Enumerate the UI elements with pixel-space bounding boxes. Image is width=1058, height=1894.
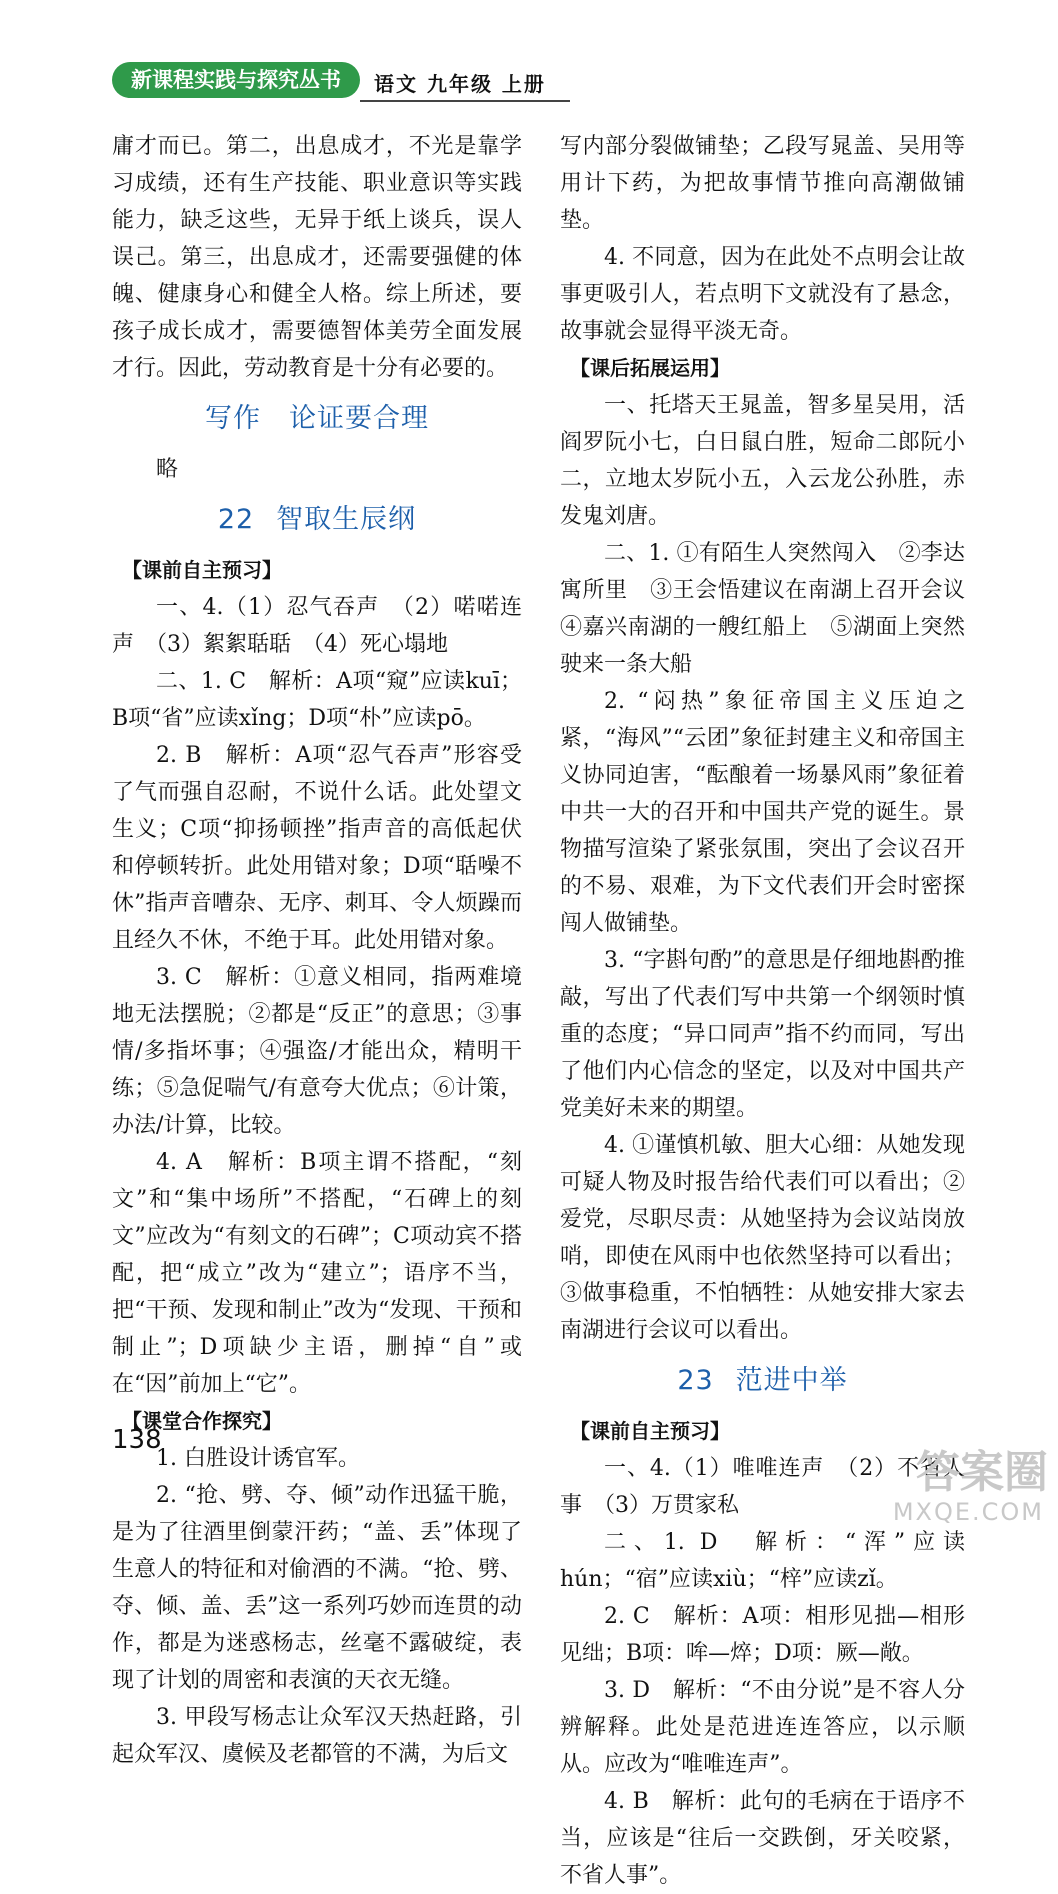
lesson-number: 23 (677, 1365, 714, 1396)
left-column (112, 128, 522, 1773)
watermark-url: MXQE.COM (892, 1498, 1044, 1526)
header-underline (360, 100, 570, 102)
answer-item: 二、1. ①有陌生人突然闯入 ②李达寓所里 ③王会悟建议在南湖上召开会议 ④嘉兴南湖的一艘红船上 ⑤湖面上突然驶来一条大船 (560, 541, 988, 677)
answer-item: 2. “闷热”象征帝国主义压迫之紧，“海风”“云团”象征封建主义和帝国主义协同迫害，“酝酿着一场暴风雨”象征着中共一大的召开和中国共产党的诞生。景物描写渲染了紧张氛围，突出了会议召开的不易、艰难，为下文代表们开会时密探闯人做铺垫。 (560, 689, 965, 936)
page-number: 138 (112, 1425, 162, 1455)
paragraph: 写内部分裂做铺垫；乙段写晁盖、吴用等用计下药，为把故事情节推向高潮做铺垫。 (560, 134, 965, 233)
answer-item: 2. “抢、劈、夺、倾”动作迅猛干脆，是为了往酒里倒蒙汗药；“盖、丢”体现了生意人的特征和对偷酒的不满。“抢、劈、夺、倾、盖、丢”这一系列巧妙而连贯的动作，都是为迷惑杨志，丝毫不露破绽，表现了计划的周密和表演的天衣无缝。 (112, 1483, 522, 1693)
answer-item: 一、托塔天王晁盖，智多星吴用，活阎罗阮小七，白日鼠白胜，短命二郎阮小二，立地太岁阮小五，入云龙公孙胜，赤发鬼刘唐。 (560, 393, 965, 529)
series-title: 新课程实践与探究丛书 (112, 62, 360, 98)
answer-item: 4. B 解析：此句的毛病在于语序不当，应该是“往后一交跌倒，牙关咬紧，不省人事”。 (560, 1789, 965, 1888)
answer-item: 二、1. C 解析：A项“窥”应读kuī；B项“省”应读xǐng；D项“朴”应读pō。 (112, 669, 522, 731)
answer-item: 3. “字斟句酌”的意思是仔细地斟酌推敲，写出了代表们写中共第一个纲领时慎重的态度；“异口同声”指不约而同，写出了他们内心信念的坚定，以及对中国共产党美好未来的期望。 (560, 948, 965, 1121)
section-heading-writing: 写作 论证要合理 (205, 403, 429, 434)
watermark (888, 1436, 1048, 1526)
lesson-number: 22 (217, 504, 255, 535)
answer-item: 3. D 解析：“不由分说”是不容人分辨解释。此处是范进连连答应，以示顺从。应改为“唯唯连声”。 (560, 1678, 965, 1777)
subsection-tag: 【课前自主预习】 (570, 1419, 730, 1443)
subsection-tag: 【课堂合作探究】 (122, 1409, 282, 1433)
answer-item: 2. C 解析：A项：相形见拙—相形见绌；B项：哞—焠；D项：厥—敞。 (560, 1604, 965, 1666)
subsection-tag: 【课前自主预习】 (122, 558, 282, 582)
answer-item: 1. 白胜设计诱官军。 (156, 1446, 360, 1471)
paragraph: 庸才而已。第二，出息成才，不光是靠学习成绩，还有生产技能、职业意识等实践能力，缺乏这些，无异于纸上谈兵，误人误己。第三，出息成才，还需要强健的体魄、健康身心和健全人格。综上所述，要孩子成长成才，需要德智体美劳全面发展才行。因此，劳动教育是十分有必要的。 (112, 134, 522, 381)
answer-item: 4. 不同意，因为在此处不点明会让故事更吸引人，若点明下文就没有了悬念，故事就会显得平淡无奇。 (560, 245, 965, 344)
lesson-heading-22 (112, 498, 522, 542)
answer-item: 3. C 解析：①意义相同，指两难境地无法摆脱；②都是“反正”的意思；③事情/多指坏事；④强盗/才能出众，精明干练；⑤急促喘气/有意夸大优点；⑥计策，办法/计算，比较。 (112, 965, 522, 1138)
subsection-tag: 【课后拓展运用】 (570, 356, 730, 380)
answer-item: 二、1. D 解析：“浑”应读hún；“宿”应读xiù；“梓”应读zǐ。 (560, 1530, 965, 1592)
watermark-logo: 答案圈 (916, 1447, 1048, 1498)
lesson-title: 智取生辰纲 (276, 504, 417, 535)
lesson-heading-23 (560, 1359, 965, 1403)
page-header (112, 62, 562, 100)
answer-item: 一、4.（1）唯唯连声 （2）不省人事 （3）万贯家私 (560, 1456, 965, 1518)
answer-item: 4. A 解析：B项主谓不搭配，“刻文”和“集中场所”不搭配，“石碑上的刻文”应改为“有刻文的石碑”；C项动宾不搭配，把“成立”改为“建立”；语序不当，把“干预、发现和制止”改为“发现、干预和制止”；D项缺少主语，删掉“自”或在“因”前加上“它”。 (112, 1150, 522, 1397)
paragraph: 略 (156, 457, 179, 482)
answer-item: 2. B 解析：A项“忍气吞声”形容受了气而强自忍耐，不说什么话。此处望文生义；C项“抑扬顿挫”指声音的高低起伏和停顿转折。此处用错对象；D项“聒噪不休”指声音嘈杂、无序、刺耳、令人烦躁而且经久不休，不绝于耳。此处用错对象。 (112, 743, 522, 953)
answer-item: 3. 甲段写杨志让众军汉天热赶路，引起众军汉、虞候及老都管的不满，为后文 (112, 1705, 522, 1767)
subject-grade-label: 语文 九年级 上册 (374, 72, 546, 96)
lesson-title: 范进中举 (735, 1365, 848, 1396)
answer-item: 一、4.（1）忍气吞声 （2）喏喏连声 （3）絮絮聒聒 （4）死心塌地 (112, 595, 522, 657)
answer-item: 4. ①谨慎机敏、胆大心细：从她发现可疑人物及时报告给代表们可以看出；②爱党，尽职尽责：从她坚持为会议站岗放哨，即使在风雨中也依然坚持可以看出；③做事稳重，不怕牺牲：从她安排大家去南湖进行会议可以看出。 (560, 1133, 965, 1343)
